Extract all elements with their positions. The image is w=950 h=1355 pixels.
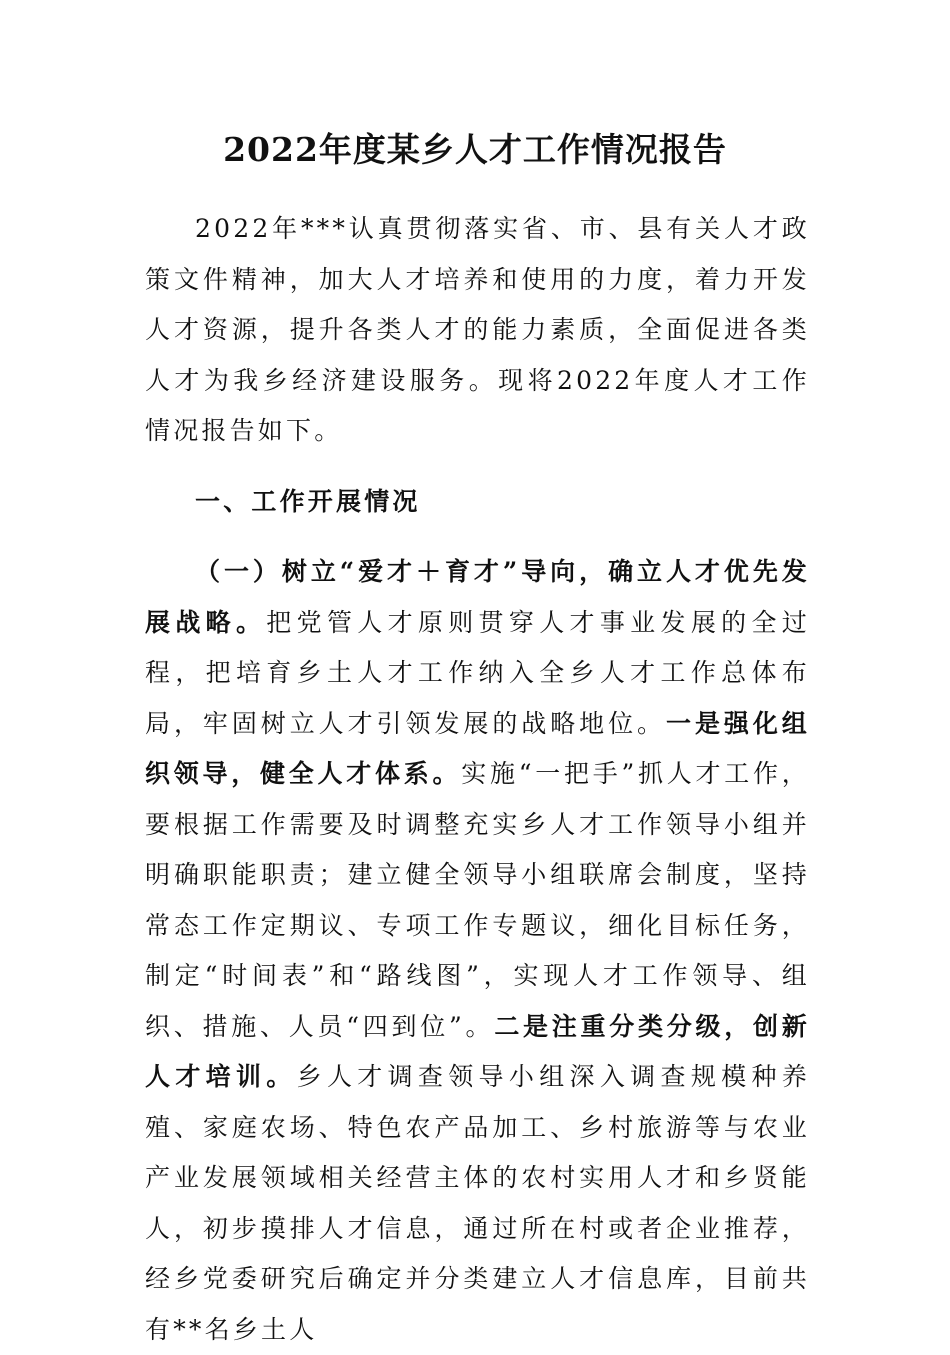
document-title: 2022年度某乡人才工作情况报告 bbox=[223, 130, 727, 169]
section-heading: 一、工作开展情况 bbox=[195, 486, 421, 516]
point-one-text: 实施“一把手”抓人才工作，要根据工作需要及时调整充实乡人才工作领导小组并明确职能职责；建立健全领导小组联席会制度，坚持常态工作定期议、专项工作专题议，细化目标任务，制定“时间表”和“路线图”，实现人才工作领导、组织、措施、人员“四到位”。 bbox=[145, 759, 810, 1041]
spacer bbox=[145, 457, 810, 477]
subsection-paragraph bbox=[145, 547, 810, 1355]
subsection-heading: （一）树立“爱才＋育才”导向，确立人才优先发展战略。 bbox=[145, 557, 810, 637]
spacer bbox=[145, 527, 810, 547]
point-one-heading: 一是强化组织领导，健全人才体系。 bbox=[145, 708, 810, 788]
subsection-text: 把党管人才原则贯穿人才事业发展的全过程，把培育乡土人才工作纳入全乡人才工作总体布局，牢固树立人才引领发展的战略地位。 bbox=[145, 607, 810, 738]
document-body bbox=[145, 204, 810, 1355]
intro-paragraph: 2022年***认真贯彻落实省、市、县有关人才政策文件精神，加大人才培养和使用的力度，着力开发人才资源，提升各类人才的能力素质，全面促进各类人才为我乡经济建设服务。现将2022年度人才工作情况报告如下。 bbox=[145, 214, 810, 445]
point-two-text: 乡人才调查领导小组深入调查规模种养殖、家庭农场、特色农产品加工、乡村旅游等与农业产业发展领域相关经营主体的农村实用人才和乡贤能人，初步摸排人才信息，通过所在村或者企业推荐，经乡党委研究后确定并分类建立人才信息库，目前共有**名乡土人 bbox=[145, 1062, 810, 1344]
point-two-heading: 二是注重分类分级，创新人才培训。 bbox=[145, 1011, 811, 1091]
